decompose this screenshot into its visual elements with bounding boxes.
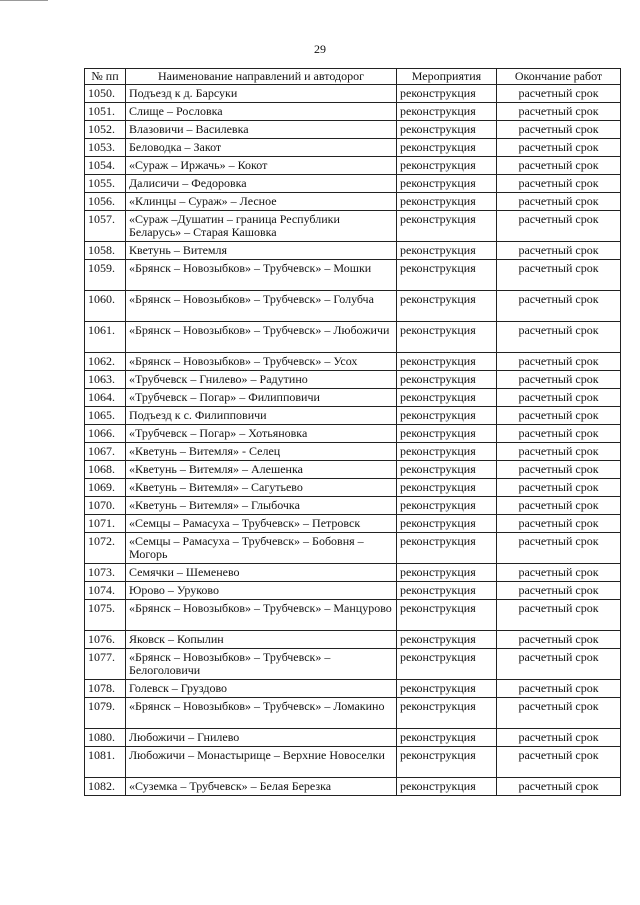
row-number: 1079. <box>85 698 126 729</box>
work-end: расчетный срок <box>497 443 621 461</box>
work-end: расчетный срок <box>497 461 621 479</box>
row-number: 1071. <box>85 515 126 533</box>
road-name: «Трубчевск – Гнилево» – Радутино <box>126 371 397 389</box>
road-action: реконструкция <box>397 564 497 582</box>
road-name: Яковск – Копылин <box>126 631 397 649</box>
table-row <box>85 139 621 157</box>
work-end: расчетный срок <box>497 407 621 425</box>
road-action: реконструкция <box>397 121 497 139</box>
table-row <box>85 443 621 461</box>
road-action: реконструкция <box>397 425 497 443</box>
row-number: 1075. <box>85 600 126 631</box>
table-row <box>85 407 621 425</box>
road-action: реконструкция <box>397 242 497 260</box>
row-number: 1056. <box>85 193 126 211</box>
row-number: 1059. <box>85 260 126 291</box>
table-row <box>85 582 621 600</box>
road-name: «Брянск – Новозыбков» – Трубчевск» – Ломакино <box>126 698 397 729</box>
table-row <box>85 461 621 479</box>
road-action: реконструкция <box>397 389 497 407</box>
road-action: реконструкция <box>397 533 497 564</box>
road-name: Любожичи – Монастырище – Верхние Новоселки <box>126 747 397 778</box>
table-row <box>85 698 621 729</box>
table-row <box>85 103 621 121</box>
table-row <box>85 389 621 407</box>
road-name: «Сураж –Душатин – граница Республики Беларусь» – Старая Кашовка <box>126 211 397 242</box>
road-action: реконструкция <box>397 443 497 461</box>
table-row <box>85 193 621 211</box>
road-action: реконструкция <box>397 157 497 175</box>
road-name: Слище – Рословка <box>126 103 397 121</box>
table-row <box>85 600 621 631</box>
road-name: Подъезд к д. Барсуки <box>126 85 397 103</box>
row-number: 1074. <box>85 582 126 600</box>
row-number: 1051. <box>85 103 126 121</box>
row-number: 1062. <box>85 353 126 371</box>
road-name: Юрово – Уруково <box>126 582 397 600</box>
road-name: Любожичи – Гнилево <box>126 729 397 747</box>
road-name: «Брянск – Новозыбков» – Трубчевск» – Белоголовичи <box>126 649 397 680</box>
table-row <box>85 649 621 680</box>
work-end: расчетный срок <box>497 193 621 211</box>
work-end: расчетный срок <box>497 649 621 680</box>
work-end: расчетный срок <box>497 353 621 371</box>
table-row <box>85 85 621 103</box>
work-end: расчетный срок <box>497 698 621 729</box>
road-action: реконструкция <box>397 353 497 371</box>
row-number: 1061. <box>85 322 126 353</box>
work-end: расчетный срок <box>497 371 621 389</box>
work-end: расчетный срок <box>497 747 621 778</box>
road-name: «Суземка – Трубчевск» – Белая Березка <box>126 778 397 796</box>
table-row <box>85 497 621 515</box>
table-row <box>85 778 621 796</box>
road-name: «Клинцы – Сураж» – Лесное <box>126 193 397 211</box>
road-name: «Сураж – Иржачь» – Кокот <box>126 157 397 175</box>
road-action: реконструкция <box>397 680 497 698</box>
work-end: расчетный срок <box>497 533 621 564</box>
row-number: 1072. <box>85 533 126 564</box>
road-name: «Семцы – Рамасуха – Трубчевск» – Петровск <box>126 515 397 533</box>
work-end: расчетный срок <box>497 242 621 260</box>
road-action: реконструкция <box>397 479 497 497</box>
road-name: «Брянск – Новозыбков» – Трубчевск» – Усох <box>126 353 397 371</box>
table-row <box>85 515 621 533</box>
work-end: расчетный срок <box>497 291 621 322</box>
road-action: реконструкция <box>397 211 497 242</box>
row-number: 1081. <box>85 747 126 778</box>
road-action: реконструкция <box>397 407 497 425</box>
road-name: «Брянск – Новозыбков» – Трубчевск» – Манцурово <box>126 600 397 631</box>
table-row <box>85 631 621 649</box>
road-name: «Кветунь – Витемля» – Глыбочка <box>126 497 397 515</box>
work-end: расчетный срок <box>497 515 621 533</box>
road-action: реконструкция <box>397 85 497 103</box>
row-number: 1063. <box>85 371 126 389</box>
row-number: 1077. <box>85 649 126 680</box>
road-name: Семячки – Шеменево <box>126 564 397 582</box>
road-action: реконструкция <box>397 139 497 157</box>
road-name: Влазовичи – Василевка <box>126 121 397 139</box>
table-row <box>85 564 621 582</box>
road-name: «Кветунь – Витемля» – Сагутьево <box>126 479 397 497</box>
table-body <box>85 85 621 796</box>
road-action: реконструкция <box>397 193 497 211</box>
header-action: Мероприятия <box>397 69 497 85</box>
road-action: реконструкция <box>397 649 497 680</box>
road-action: реконструкция <box>397 461 497 479</box>
road-action: реконструкция <box>397 103 497 121</box>
row-number: 1073. <box>85 564 126 582</box>
table-row <box>85 747 621 778</box>
row-number: 1069. <box>85 479 126 497</box>
road-action: реконструкция <box>397 778 497 796</box>
work-end: расчетный срок <box>497 600 621 631</box>
page-number: 29 <box>314 42 326 56</box>
table-row <box>85 729 621 747</box>
road-action: реконструкция <box>397 582 497 600</box>
row-number: 1054. <box>85 157 126 175</box>
table-row <box>85 533 621 564</box>
row-number: 1053. <box>85 139 126 157</box>
row-number: 1082. <box>85 778 126 796</box>
road-action: реконструкция <box>397 260 497 291</box>
header-name: Наименование направлений и автодорог <box>126 69 397 85</box>
table-row <box>85 157 621 175</box>
row-number: 1064. <box>85 389 126 407</box>
road-name: Далисичи – Федоровка <box>126 175 397 193</box>
table-row <box>85 425 621 443</box>
road-action: реконструкция <box>397 515 497 533</box>
row-number: 1052. <box>85 121 126 139</box>
roads-table <box>84 68 621 796</box>
table-row <box>85 322 621 353</box>
work-end: расчетный срок <box>497 497 621 515</box>
road-name: Подъезд к с. Филипповичи <box>126 407 397 425</box>
work-end: расчетный срок <box>497 139 621 157</box>
road-action: реконструкция <box>397 600 497 631</box>
work-end: расчетный срок <box>497 564 621 582</box>
work-end: расчетный срок <box>497 582 621 600</box>
road-name: Голевск – Груздово <box>126 680 397 698</box>
table-row <box>85 353 621 371</box>
row-number: 1070. <box>85 497 126 515</box>
row-number: 1067. <box>85 443 126 461</box>
work-end: расчетный срок <box>497 729 621 747</box>
table-row <box>85 211 621 242</box>
work-end: расчетный срок <box>497 631 621 649</box>
work-end: расчетный срок <box>497 425 621 443</box>
row-number: 1060. <box>85 291 126 322</box>
table-row <box>85 479 621 497</box>
row-number: 1078. <box>85 680 126 698</box>
road-name: «Брянск – Новозыбков» – Трубчевск» – Голубча <box>126 291 397 322</box>
road-action: реконструкция <box>397 747 497 778</box>
road-name: Кветунь – Витемля <box>126 242 397 260</box>
row-number: 1080. <box>85 729 126 747</box>
road-action: реконструкция <box>397 322 497 353</box>
row-number: 1076. <box>85 631 126 649</box>
table-row <box>85 371 621 389</box>
work-end: расчетный срок <box>497 680 621 698</box>
road-name: «Кветунь – Витемля» – Алешенка <box>126 461 397 479</box>
work-end: расчетный срок <box>497 175 621 193</box>
row-number: 1058. <box>85 242 126 260</box>
road-action: реконструкция <box>397 631 497 649</box>
work-end: расчетный срок <box>497 260 621 291</box>
row-number: 1055. <box>85 175 126 193</box>
road-action: реконструкция <box>397 497 497 515</box>
work-end: расчетный срок <box>497 85 621 103</box>
row-number: 1050. <box>85 85 126 103</box>
table-header-row <box>85 69 621 85</box>
corner-scan-mark <box>0 0 48 7</box>
table-row <box>85 121 621 139</box>
road-action: реконструкция <box>397 291 497 322</box>
work-end: расчетный срок <box>497 389 621 407</box>
header-num: № пп <box>85 69 126 85</box>
road-action: реконструкция <box>397 175 497 193</box>
row-number: 1057. <box>85 211 126 242</box>
table-row <box>85 242 621 260</box>
road-name: «Трубчевск – Погар» – Хотьяновка <box>126 425 397 443</box>
work-end: расчетный срок <box>497 479 621 497</box>
table-row <box>85 291 621 322</box>
row-number: 1066. <box>85 425 126 443</box>
work-end: расчетный срок <box>497 157 621 175</box>
table-row <box>85 680 621 698</box>
road-action: реконструкция <box>397 698 497 729</box>
road-name: «Брянск – Новозыбков» – Трубчевск» – Любожичи <box>126 322 397 353</box>
road-name: «Брянск – Новозыбков» – Трубчевск» – Мошки <box>126 260 397 291</box>
header-end: Окончание работ <box>497 69 621 85</box>
work-end: расчетный срок <box>497 121 621 139</box>
road-name: «Трубчевск – Погар» – Филипповичи <box>126 389 397 407</box>
work-end: расчетный срок <box>497 778 621 796</box>
row-number: 1065. <box>85 407 126 425</box>
road-name: «Кветунь – Витемля» - Селец <box>126 443 397 461</box>
road-action: реконструкция <box>397 371 497 389</box>
work-end: расчетный срок <box>497 103 621 121</box>
table-row <box>85 260 621 291</box>
road-name: «Семцы – Рамасуха – Трубчевск» – Бобовня – Могорь <box>126 533 397 564</box>
work-end: расчетный срок <box>497 211 621 242</box>
table-row <box>85 175 621 193</box>
work-end: расчетный срок <box>497 322 621 353</box>
road-action: реконструкция <box>397 729 497 747</box>
row-number: 1068. <box>85 461 126 479</box>
road-name: Беловодка – Закот <box>126 139 397 157</box>
